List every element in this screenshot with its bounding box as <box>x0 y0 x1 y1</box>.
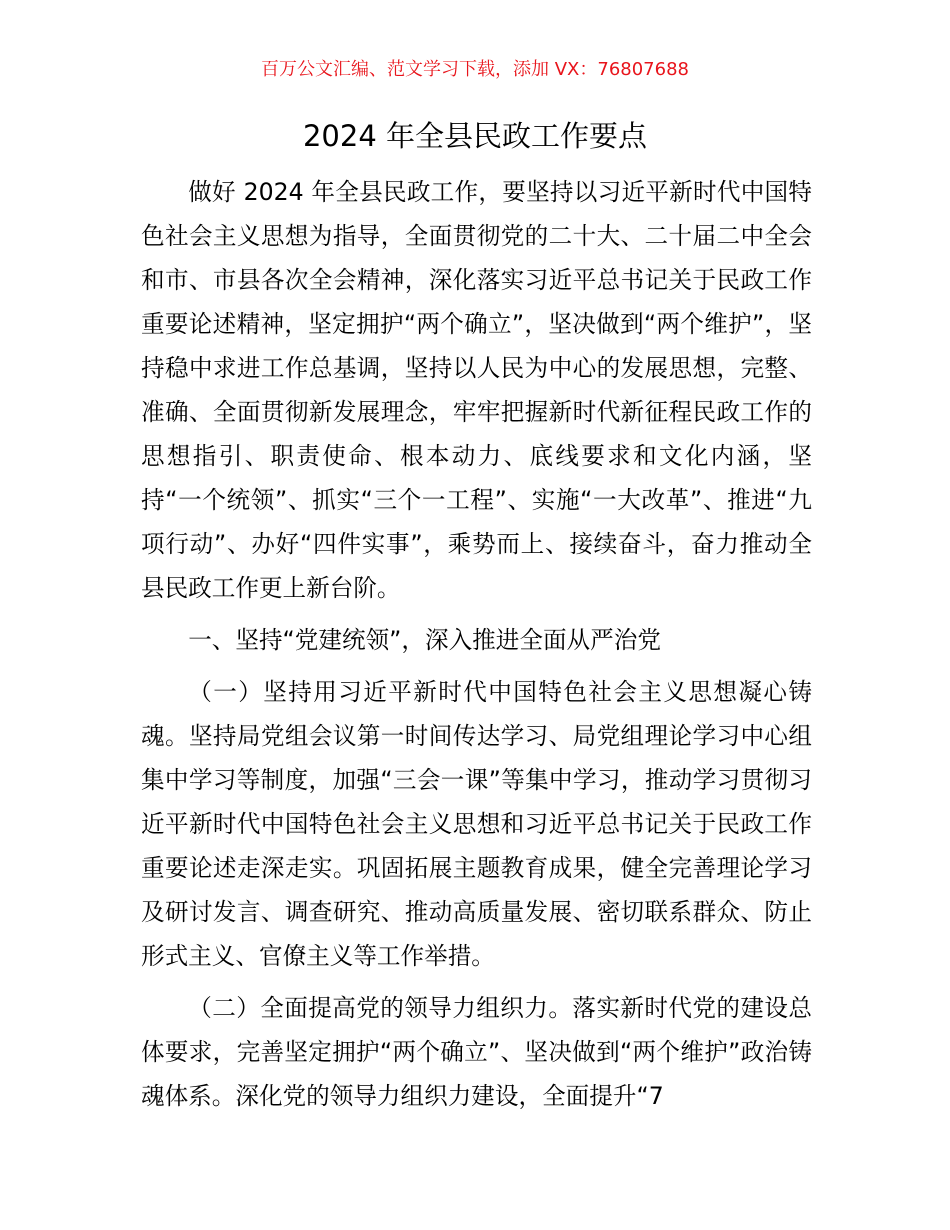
intro-paragraph: 做好 2024 年全县民政工作，要坚持以习近平新时代中国特色社会主义思想为指导，全面贯彻党的二十大、二十届二中全会和市、市县各次全会精神，深化落实习近平总书记关于民政工作重要论述精神，坚定拥护“两个确立”，坚决做到“两个维护”，坚持稳中求进工作总基调，坚持以人民为中心的发展思想，完整、准确、全面贯彻新发展理念，牢牢把握新时代新征程民政工作的思想指引、职责使命、根本动力、底线要求和文化内涵，坚持“一个统领”、抓实“三个一工程”、实施“一大改革”、推进“九项行动”、办好“四件实事”，乘势而上、接续奋斗，奋力推动全县民政工作更上新台阶。 <box>141 178 812 602</box>
section-1-item-2: （二）全面提高党的领导力组织力。落实新时代党的建设总体要求，完善坚定拥护“两个确立”、坚决做到“两个维护”政治铸魂体系。深化党的领导力组织力建设，全面提升“7 <box>141 994 812 1110</box>
document-title: 2024 年全县民政工作要点 <box>302 119 648 153</box>
watermark-banner: 百万公文汇编、范文学习下载，添加 VX：76807688 <box>261 59 689 80</box>
section-1-item-1: （一）坚持用习近平新时代中国特色社会主义思想凝心铸魂。坚持局党组会议第一时间传达学习、局党组理论学习中心组集中学习等制度，加强“三会一课”等集中学习，推动学习贯彻习近平新时代中国特色社会主义思想和习近平总书记关于民政工作重要论述走深走实。巩固拓展主题教育成果，健全完善理论学习及研讨发言、调查研究、推动高质量发展、密切联系群众、防止形式主义、官僚主义等工作举措。 <box>141 678 812 970</box>
paragraph-spacer <box>141 978 812 986</box>
document-body <box>141 170 812 1118</box>
section-heading-1: 一、坚持“党建统领”，深入推进全面从严治党 <box>188 626 661 654</box>
